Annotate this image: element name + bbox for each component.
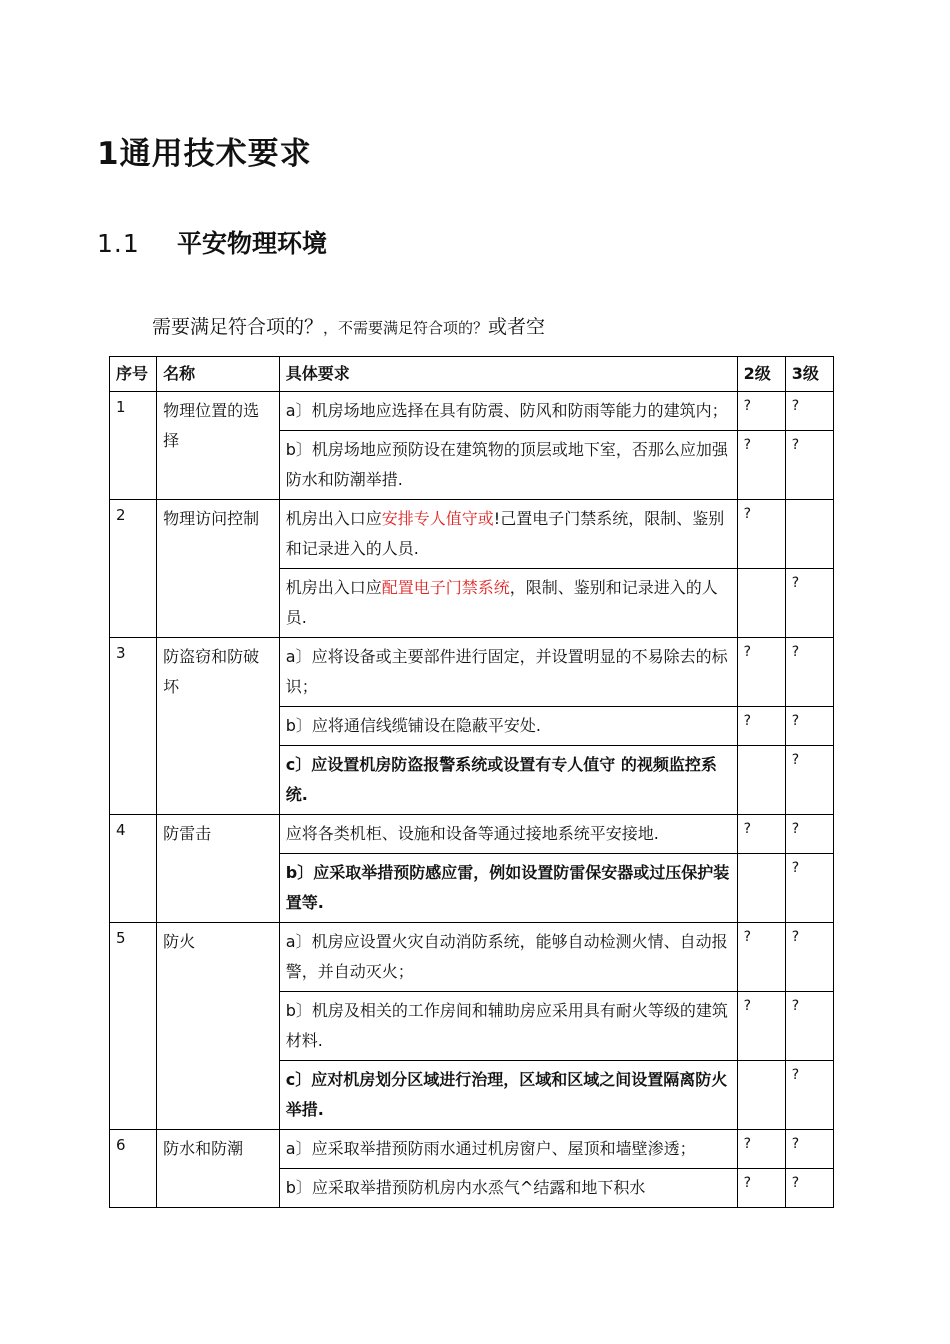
level-3-mark: ? xyxy=(785,638,833,707)
level-2-mark: ? xyxy=(737,431,785,500)
heading-2 xyxy=(97,224,327,260)
level-3-mark: ? xyxy=(785,431,833,500)
level-2-mark xyxy=(737,854,785,923)
table-header-row xyxy=(110,357,834,392)
heading-1: 1通用技术要求 xyxy=(97,136,312,172)
row-requirement xyxy=(279,569,737,638)
level-3-mark: ? xyxy=(785,815,833,854)
req-text: 机房出入口应 xyxy=(285,578,382,597)
row-requirement: a〕应采取举措预防雨水通过机房窗户、屋顶和墙壁渗透； xyxy=(279,1130,737,1169)
row-name: 防盗窃和防破坏 xyxy=(157,638,280,815)
header-no: 序号 xyxy=(110,357,157,392)
req-text: 机房出入口应 xyxy=(285,509,382,528)
row-name: 防雷击 xyxy=(157,815,280,923)
row-requirement: c〕应设置机房防盗报警系统或设置有专人值守 的视频监控系统. xyxy=(279,746,737,815)
row-requirement: c〕应对机房划分区域进行治理，区域和区域之间设置隔离防火举措. xyxy=(279,1061,737,1130)
level-3-mark: ? xyxy=(785,1130,833,1169)
level-2-mark: ? xyxy=(737,392,785,431)
row-requirement: b〕机房及相关的工作房间和辅助房应采用具有耐火等级的建筑材料. xyxy=(279,992,737,1061)
level-2-mark: ? xyxy=(737,1169,785,1208)
row-name: 物理访问控制 xyxy=(157,500,280,638)
intro-part-1: 需要满足符合项的？ xyxy=(152,316,324,338)
level-3-mark: ? xyxy=(785,392,833,431)
req-highlight: 安排专人值守或 xyxy=(381,509,494,528)
level-3-mark: ? xyxy=(785,746,833,815)
level-3-mark: ? xyxy=(785,1061,833,1130)
level-2-mark: ? xyxy=(737,1130,785,1169)
level-3-mark: ? xyxy=(785,923,833,992)
level-3-mark: ? xyxy=(785,992,833,1061)
table-row xyxy=(110,1130,834,1169)
row-name: 防水和防潮 xyxy=(157,1130,280,1208)
intro-part-2: ，不需要满足符合项的？ xyxy=(323,319,489,337)
row-requirement: b〕应采取举措预防机房内水烝气^结露和地下积水 xyxy=(279,1169,737,1208)
requirements-table xyxy=(109,356,834,1208)
row-number: 5 xyxy=(110,923,157,1130)
header-name: 名称 xyxy=(157,357,280,392)
level-3-mark: ? xyxy=(785,569,833,638)
level-3-mark: ? xyxy=(785,707,833,746)
row-requirement: b〕机房场地应预防设在建筑物的顶层或地下室，否那么应加强防水和防潮举措. xyxy=(279,431,737,500)
level-2-mark xyxy=(737,569,785,638)
header-requirement: 具体要求 xyxy=(279,357,737,392)
level-3-mark: ? xyxy=(785,854,833,923)
row-number: 1 xyxy=(110,392,157,500)
row-requirement xyxy=(279,500,737,569)
row-requirement: b〕应将通信线缆铺设在隐蔽平安处. xyxy=(279,707,737,746)
row-requirement: b〕应采取举措预防感应雷，例如设置防雷保安器或过压保护装置等. xyxy=(279,854,737,923)
level-2-mark: ? xyxy=(737,815,785,854)
level-2-mark: ? xyxy=(737,638,785,707)
row-number: 3 xyxy=(110,638,157,815)
intro-part-3: 或者空 xyxy=(488,316,546,338)
row-requirement: a〕机房应设置火灾自动消防系统，能够自动检测火情、自动报警，并自动灭火； xyxy=(279,923,737,992)
level-2-mark: ? xyxy=(737,707,785,746)
level-2-mark: ? xyxy=(737,923,785,992)
heading-2-title: 平安物理环境 xyxy=(177,229,328,258)
level-2-mark: ? xyxy=(737,992,785,1061)
row-number: 2 xyxy=(110,500,157,638)
row-name: 防火 xyxy=(157,923,280,1130)
level-2-mark xyxy=(737,746,785,815)
row-name: 物理位置的选择 xyxy=(157,392,280,500)
table-row xyxy=(110,500,834,569)
header-level-3: 3级 xyxy=(785,357,833,392)
level-2-mark xyxy=(737,1061,785,1130)
row-requirement: 应将各类机柜、设施和设备等通过接地系统平安接地. xyxy=(279,815,737,854)
row-requirement: a〕应将设备或主要部件进行固定，并设置明显的不易除去的标识； xyxy=(279,638,737,707)
req-text: !己置电子门禁系统，限制、鉴别和记录进入的人员. xyxy=(285,509,725,558)
level-2-mark: ? xyxy=(737,500,785,569)
req-text: ，限制、鉴别和记录进入的人员. xyxy=(285,578,718,627)
heading-2-number: 1.1 xyxy=(97,229,140,258)
table-row xyxy=(110,392,834,431)
intro-text xyxy=(152,312,545,339)
row-requirement: a〕机房场地应选择在具有防震、防风和防雨等能力的建筑内； xyxy=(279,392,737,431)
level-3-mark: ? xyxy=(785,1169,833,1208)
header-level-2: 2级 xyxy=(737,357,785,392)
table-row xyxy=(110,923,834,992)
row-number: 4 xyxy=(110,815,157,923)
table-row xyxy=(110,638,834,707)
row-number: 6 xyxy=(110,1130,157,1208)
table-row xyxy=(110,815,834,854)
level-3-mark xyxy=(785,500,833,569)
req-highlight: 配置电子门禁系统 xyxy=(381,578,510,597)
